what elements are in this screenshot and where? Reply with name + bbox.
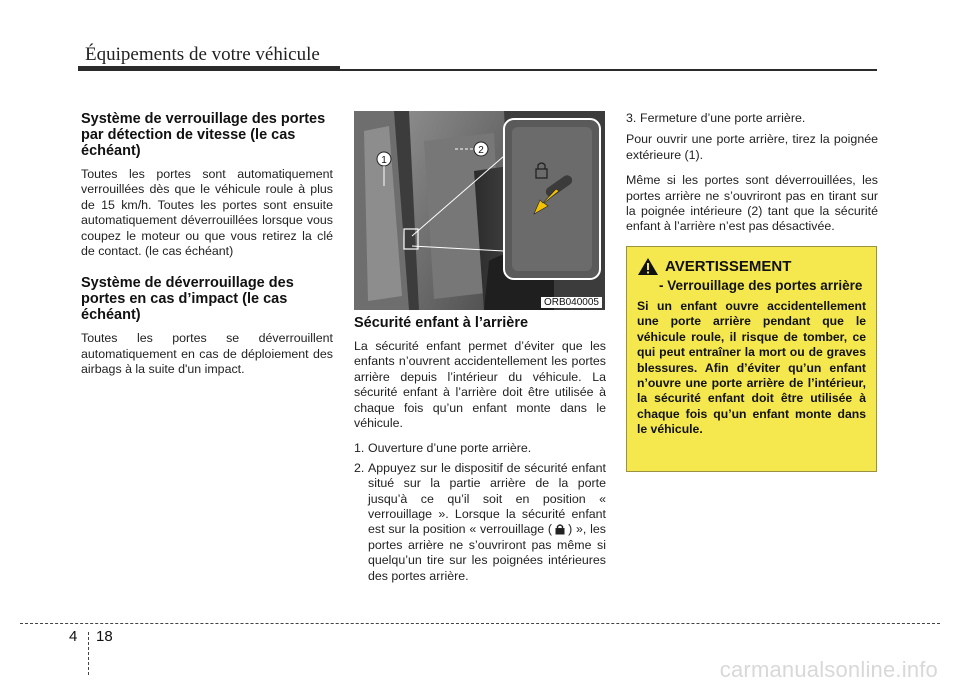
warning-text: Si un enfant ouvre accidentellement une porte arrière pendant que le véhicule roule, il risque de tomber, ce qui peut entraîner la mort ou de graves blessures. Afin d’éviter qu’un enfant n’ouvre une porte arrière de l’intérieur, la sécurité enfant doit être utilisée à chaque fois qu’un enfant monte dans le véhicule. [637,299,866,437]
section-body-impact-unlock: Toutes les portes se déverrouillent automatiquement en cas de déploiement des airbags à la suite d'un impact. [81,331,333,377]
list-item-number: 3. [626,111,637,125]
warning-header [637,257,866,276]
list-item [354,461,606,584]
middle-column [354,315,606,588]
chapter-number: 4 [69,628,78,645]
list-item-number: 2. [354,460,365,475]
child-lock-intro: La sécurité enfant permet d’éviter que les enfants n’ouvrent accidentellement les portes arrière depuis l’intérieur du véhicule. La sécurité enfant à l’arrière doit être utilisée à chaque fois qu’un enfant monte dans le véhicule. [354,339,606,431]
warning-title: AVERTISSEMENT [665,258,792,275]
list-item-text: Ouverture d’une porte arrière. [368,441,532,456]
footer-divider [20,623,940,624]
list-item-text [368,461,606,584]
list-item-number: 1. [354,441,365,456]
header-rule-thick [78,66,340,71]
paragraph-open-rear-door: Pour ouvrir une porte arrière, tirez la poignée extérieure (1). [626,132,878,162]
list-item-text: Fermeture d’une porte arrière. [640,111,806,125]
page-number-divider [88,632,89,675]
lock-icon [554,523,566,535]
warning-box [626,246,877,472]
warning-subtitle: - Verrouillage des portes arrière [659,278,863,293]
callout-1: 1 [381,155,387,166]
right-column [626,111,878,245]
callout-2: 2 [478,145,484,156]
section-body-speed-lock: Toutes les portes sont automatiquement verrouillées dès que le véhicule roule à plus de 15 km/h. Toutes les portes sont ensuite automatiquement déverrouillées lorsque vous coupez le moteur ou que vous retirez la clé de contact. (le cas échéant) [81,167,333,259]
watermark: carmanualsonline.info [719,657,938,682]
page-header-title: Équipements de votre véhicule [85,44,320,65]
list-item-text-before: Appuyez sur le dispositif de sécurité enfant situé sur la partie arrière de la porte jusqu’à ce qu’il soit en position « verrouillage ». Lorsque la sécurité enfant est sur la position « verrouillage ( [368,460,606,537]
section-heading-child-lock: Sécurité enfant à l’arrière [354,315,529,331]
section-heading-speed-lock: Système de verrouillage des portes par détection de vitesse (le cas échéant) [81,111,326,159]
list-item [626,111,878,126]
left-column [81,111,333,394]
list-item [354,441,606,456]
header-rule-thin [340,69,877,71]
paragraph-child-lock-note: Même si les portes sont déverrouillées, les portes arrière ne s’ouvriront pas en tirant sur la poignée intérieure (2) tant que la sécurité enfant à l’arrière n’est pas désactivée. [626,173,878,234]
figure-code: ORB040005 [541,297,602,308]
page-number: 18 [96,628,113,645]
list-item-text-after: ) », les portes arrière ne s’ouvriront pas même si quelqu’un tire sur les poignées intérieures des portes arrière. [368,522,606,583]
child-lock-figure [354,111,605,310]
warning-triangle-icon [637,257,659,276]
section-heading-impact-unlock: Système de déverrouillage des portes en cas d’impact (le cas échéant) [81,275,294,324]
